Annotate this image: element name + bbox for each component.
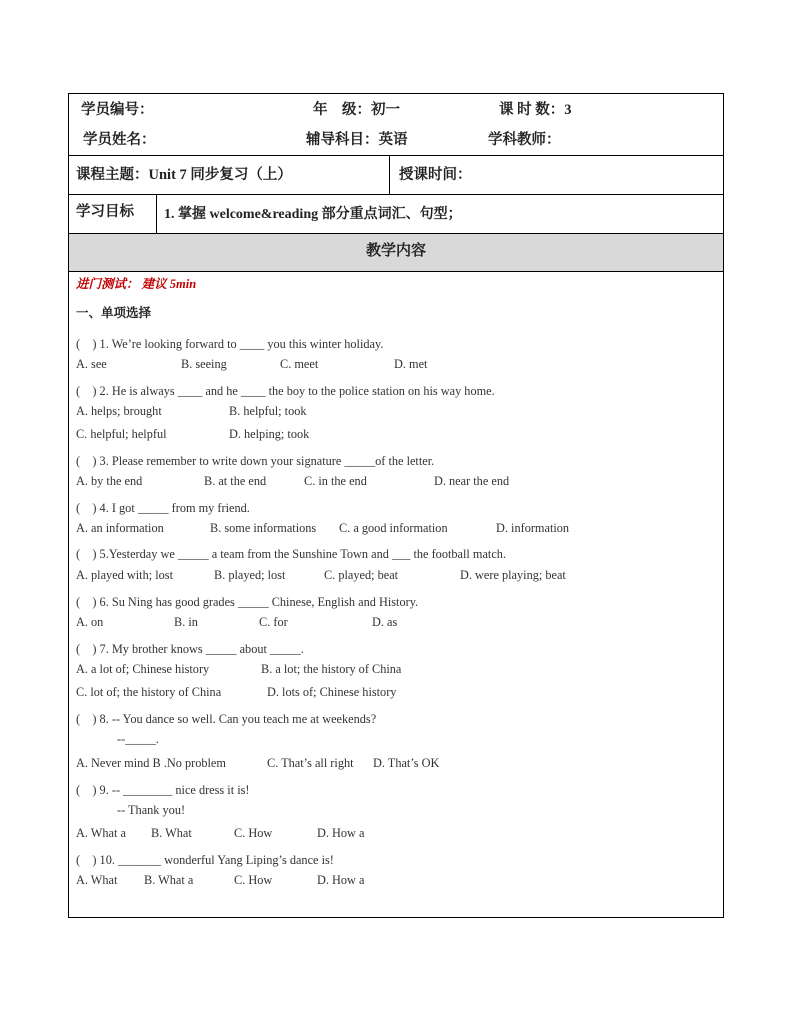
- option: D. were playing; beat: [460, 568, 566, 582]
- column-divider: [156, 194, 157, 233]
- question-stem: ( ) 5.Yesterday we _____ a team from the Sunshine Town and ___ the football match.: [76, 547, 507, 561]
- grade-label: 年 级：初一: [313, 102, 400, 118]
- row-divider: [69, 271, 723, 272]
- option: B. What a: [144, 873, 194, 887]
- topic-label: 课程主题：Unit 7 同步复习（上）: [76, 167, 292, 183]
- option: C. a good information: [339, 521, 448, 535]
- question-stem: ( ) 4. I got _____ from my friend.: [76, 501, 250, 515]
- question-stem: ( ) 2. He is always ____ and he ____ the boy to the police station on his way home.: [76, 384, 495, 398]
- option: D. How a: [317, 873, 365, 887]
- option: C. That’s all right: [267, 756, 354, 770]
- option: C. for: [259, 615, 288, 629]
- option: B. at the end: [204, 474, 267, 488]
- question-stem: ( ) 1. We’re looking forward to ____ you this winter holiday.: [76, 337, 384, 351]
- lesson-sheet-frame: [68, 93, 724, 918]
- teacher-label: 学科教师：: [488, 132, 561, 148]
- question-stem: ( ) 9. -- ________ nice dress it is!: [76, 783, 250, 797]
- option: B. some informations: [210, 521, 317, 535]
- option: D. lots of; Chinese history: [267, 685, 397, 699]
- lesson-count-label: 课 时 数：3: [499, 102, 572, 118]
- option: C. played; beat: [324, 568, 399, 582]
- option: A. What a: [76, 826, 126, 840]
- lesson-time-label: 授课时间：: [399, 167, 472, 183]
- option: C. How: [234, 826, 273, 840]
- option: A. on: [76, 615, 104, 629]
- option: A. Never mind B .No problem: [76, 756, 226, 770]
- option: A. by the end: [76, 474, 143, 488]
- option: D. helping; took: [229, 427, 310, 441]
- option: C. helpful; helpful: [76, 427, 167, 441]
- option: C. How: [234, 873, 273, 887]
- dialog-reply: -- Thank you!: [117, 803, 186, 817]
- goal-label: 学习目标: [76, 204, 134, 220]
- row-divider: [69, 194, 723, 195]
- question-stem: ( ) 10. _______ wonderful Yang Liping’s dance is!: [76, 853, 334, 867]
- option: A. see: [76, 357, 107, 371]
- option: A. What: [76, 873, 118, 887]
- option: B. in: [174, 615, 198, 629]
- question-stem: ( ) 7. My brother knows _____ about _____.: [76, 642, 304, 656]
- option: B. seeing: [181, 357, 227, 371]
- option: C. meet: [280, 357, 319, 371]
- question-stem: ( ) 6. Su Ning has good grades _____ Chinese, English and History.: [76, 595, 419, 609]
- student-id-label: 学员编号：: [81, 102, 154, 118]
- goal-text: 1. 掌握 welcome&reading 部分重点词汇、句型；: [164, 207, 462, 222]
- question-stem: ( ) 3. Please remember to write down your signature _____of the letter.: [76, 454, 435, 468]
- test-note: 进门测试： 建议 5min: [76, 277, 197, 291]
- option: D. met: [394, 357, 428, 371]
- option: D. That’s OK: [373, 756, 440, 770]
- option: B. a lot; the history of China: [261, 662, 402, 676]
- column-divider: [389, 155, 390, 194]
- option: C. in the end: [304, 474, 367, 488]
- option: B. played; lost: [214, 568, 286, 582]
- option: B. What: [151, 826, 192, 840]
- option: D. How a: [317, 826, 365, 840]
- option: A. a lot of; Chinese history: [76, 662, 210, 676]
- subject-label: 辅导科目：英语: [306, 132, 408, 148]
- option: A. played with; lost: [76, 568, 174, 582]
- student-name-label: 学员姓名：: [83, 132, 156, 148]
- dialog-reply: --_____.: [117, 732, 160, 746]
- option: D. information: [496, 521, 570, 535]
- option: B. helpful; took: [229, 404, 307, 418]
- option: D. as: [372, 615, 398, 629]
- option: C. lot of; the history of China: [76, 685, 222, 699]
- content-banner-title: 教学内容: [365, 243, 426, 259]
- option: D. near the end: [434, 474, 510, 488]
- question-stem: ( ) 8. -- You dance so well. Can you teach me at weekends?: [76, 712, 377, 726]
- option: A. helps; brought: [76, 404, 162, 418]
- row-divider: [69, 155, 723, 156]
- section-title: 一、单项选择: [76, 306, 152, 320]
- option: A. an information: [76, 521, 164, 535]
